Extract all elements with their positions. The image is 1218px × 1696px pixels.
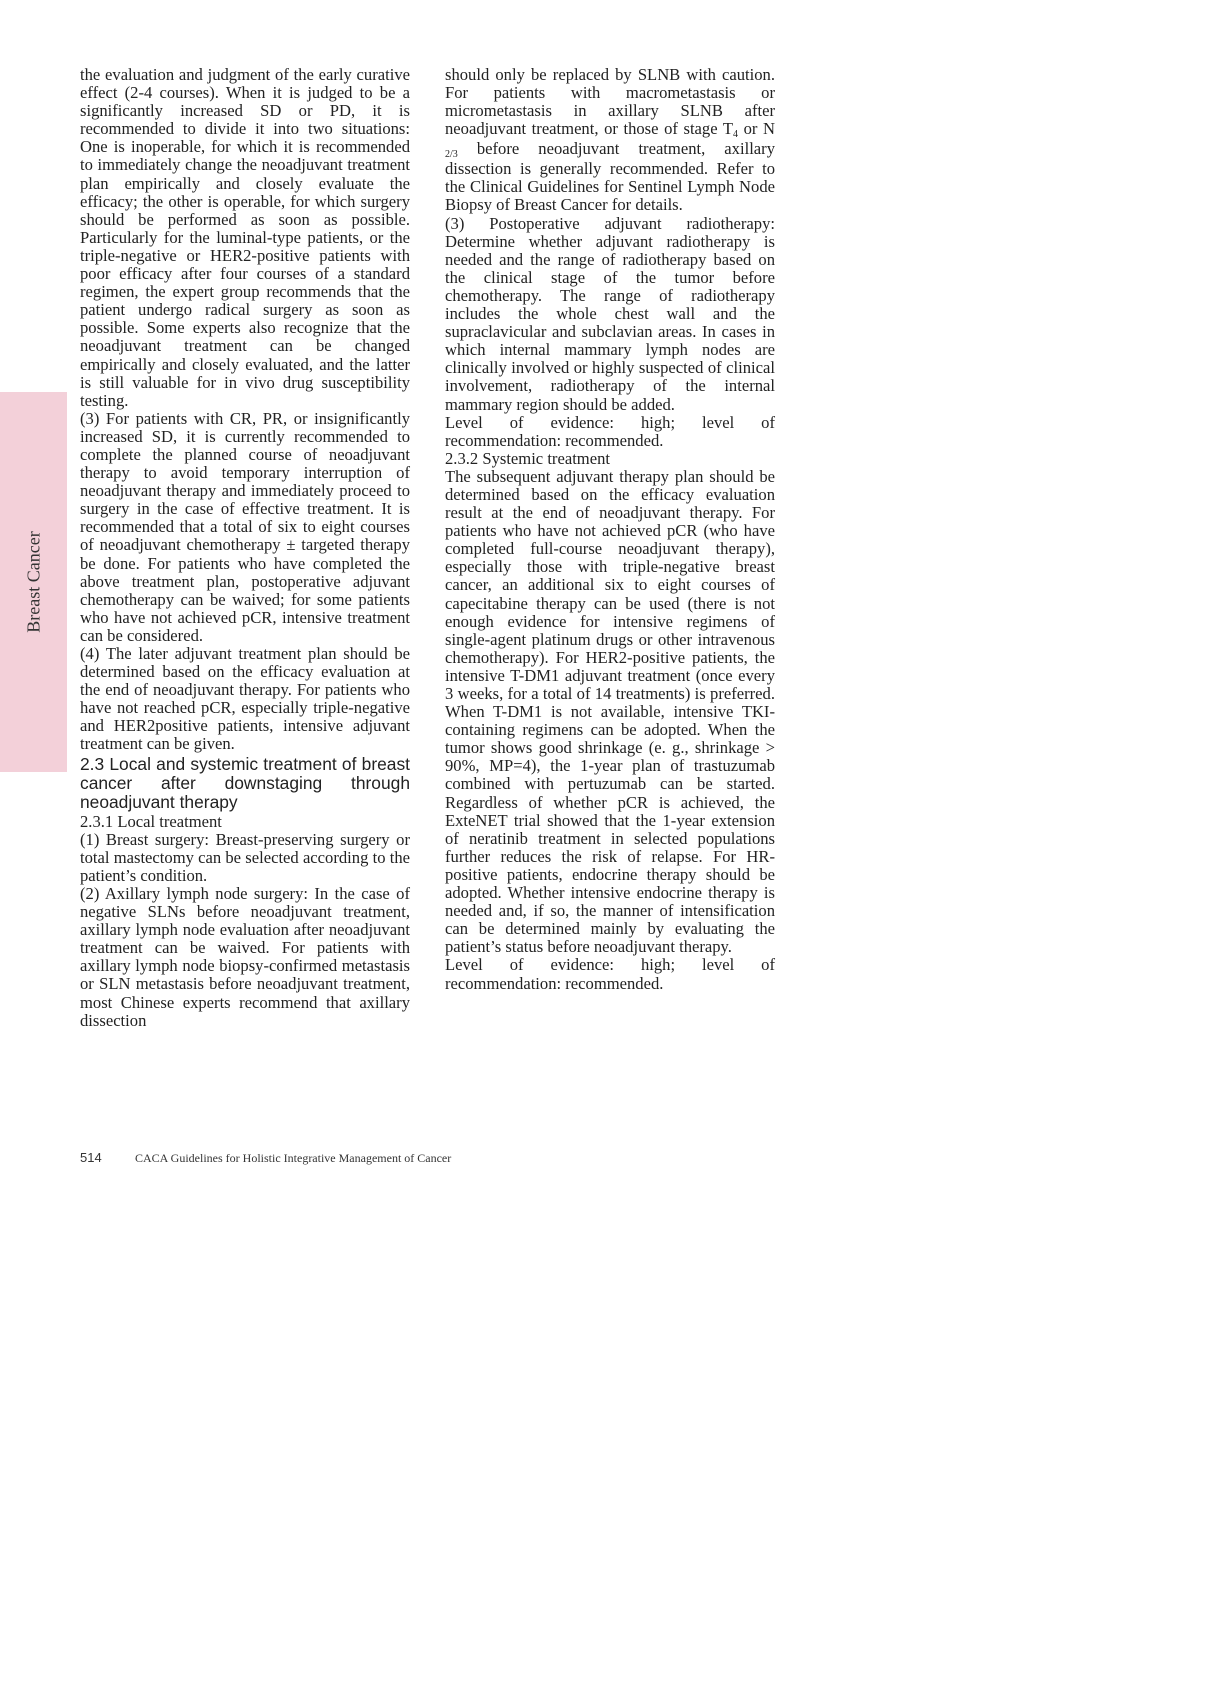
right-column <box>445 66 775 993</box>
subscript-n: 2/3 <box>445 149 458 161</box>
subscript-t: 4 <box>733 129 739 141</box>
running-title: CACA Guidelines for Holistic Integrative Management of Cancer <box>135 1151 452 1165</box>
evidence-level-note: Level of evidence: high; level of recommendation: recommended. <box>445 955 775 993</box>
text-fragment: before neoadjuvant treatment, axillary dissection is generally recommended. Refer to the Clinical Guidelines for Sentinel Lymph Node Biopsy of Breast Cancer for details. <box>445 139 775 215</box>
paragraph-axillary-surgery: (2) Axillary lymph node surgery: In the case of negative SLNs before neoadjuvant treatment, axillary lymph node evaluation after neoadjuvant treatment can be waived. For patients with axillary lymph node biopsy-confirmed metastasis or SLN metastasis before neoadjuvant treatment, most Chinese experts recommend that axillary dissection <box>80 883 410 1030</box>
page-number: 514 <box>80 1150 102 1165</box>
text-fragment: should only be replaced by SLNB with caution. For patients with macrometastasis or micrometastasis in axillary SLNB after neoadjuvant treatment, or those of stage T <box>445 65 775 139</box>
left-column <box>80 66 410 1030</box>
text-fragment: or N <box>738 119 775 139</box>
paragraph-slnb-continuation <box>445 66 775 215</box>
subsection-heading-2-3-1: 2.3.1 Local treatment <box>80 811 222 831</box>
paragraph-systemic-treatment: The subsequent adjuvant therapy plan should be determined based on the efficacy evaluation result at the end of neoadjuvant therapy. For patients who have not achieved pCR (who have completed full-course neoadjuvant therapy), especially those with triple-negative breast cancer, an additional six to eight courses of capecitabine therapy can be used (there is not enough evidence for intensive regimens of single-agent platinum drugs or other intravenous chemotherapy). For HER2-positive patients, the intensive T-DM1 adjuvant treatment (once every 3 weeks, for a total of 14 treatments) is preferred. When T-DM1 is not available, intensive TKI-containing regimens can be adopted. When the tumor shows good shrinkage (e. g., shrinkage > 90%, MP=4), the 1-year plan of trastuzumab combined with pertuzumab can be started. Regardless of whether pCR is achieved, the ExteNET trial showed that the 1-year extension of neratinib treatment in selected populations further reduces the risk of relapse. For HR-positive patients, endocrine therapy should be adopted. Whether intensive endocrine therapy is needed and, if so, the manner of intensification can be determined mainly by evaluating the patient’s status before neoadjuvant therapy. <box>445 466 775 957</box>
side-tab-label: Breast Cancer <box>23 531 43 633</box>
paragraph-item-3: (3) For patients with CR, PR, or insignificantly increased SD, it is currently recommended to complete the planned course of neoadjuvant therapy to avoid temporary interruption of neoadjuvant therapy and immediately proceed to surgery in the case of effective treatment. It is recommended that a total of six to eight courses of neoadjuvant chemotherapy ± targeted therapy be done. For patients who have completed the above treatment plan, postoperative adjuvant chemotherapy can be waived; for some patients who have not achieved pCR, intensive treatment can be considered. <box>80 408 410 645</box>
evidence-level-note: Level of evidence: high; level of recommendation: recommended. <box>445 412 775 450</box>
section-heading-2-3: 2.3 Local and systemic treatment of breast cancer after downstaging through neoadjuvant therapy <box>80 753 410 812</box>
section-side-tab <box>0 392 67 772</box>
paragraph-breast-surgery: (1) Breast surgery: Breast-preserving surgery or total mastectomy can be selected according to the patient’s condition. <box>80 829 410 885</box>
paragraph-early-evaluation: the evaluation and judgment of the early curative effect (2-4 courses). When it is judged to be a significantly increased SD or PD, it is recommended to divide it into two situations: One is inoperable, for which it is recommended to immediately change the neoadjuvant treatment plan empirically and closely evaluate the efficacy; the other is operable, for which surgery should be performed as soon as possible. Particularly for the luminal-type patients, or the triple-negative or HER2-positive patients with poor efficacy after four courses of a standard regimen, the expert group recommends that the patient undergo radical surgery as soon as possible. Some experts also recognize that the neoadjuvant treatment can be changed empirically and closely evaluated, and the latter is still valuable for in vivo drug susceptibility testing. <box>80 65 410 410</box>
subsection-heading-2-3-2: 2.3.2 Systemic treatment <box>445 448 610 468</box>
paragraph-radiotherapy: (3) Postoperative adjuvant radiotherapy: Determine whether adjuvant radiotherapy is needed and the range of radiotherapy based on the clinical stage of the tumor before chemotherapy. The range of radiotherapy includes the whole chest wall and the supraclavicular and subclavian areas. In cases in which internal mammary lymph nodes are clinically involved or highly suspected of clinical involvement, radiotherapy of the internal mammary region should be added. <box>445 213 775 414</box>
page-footer <box>80 1150 451 1166</box>
paragraph-item-4: (4) The later adjuvant treatment plan should be determined based on the efficacy evaluation at the end of neoadjuvant therapy. For patients who have not reached pCR, especially triple-negative and HER2positive patients, intensive adjuvant treatment can be given. <box>80 644 410 754</box>
